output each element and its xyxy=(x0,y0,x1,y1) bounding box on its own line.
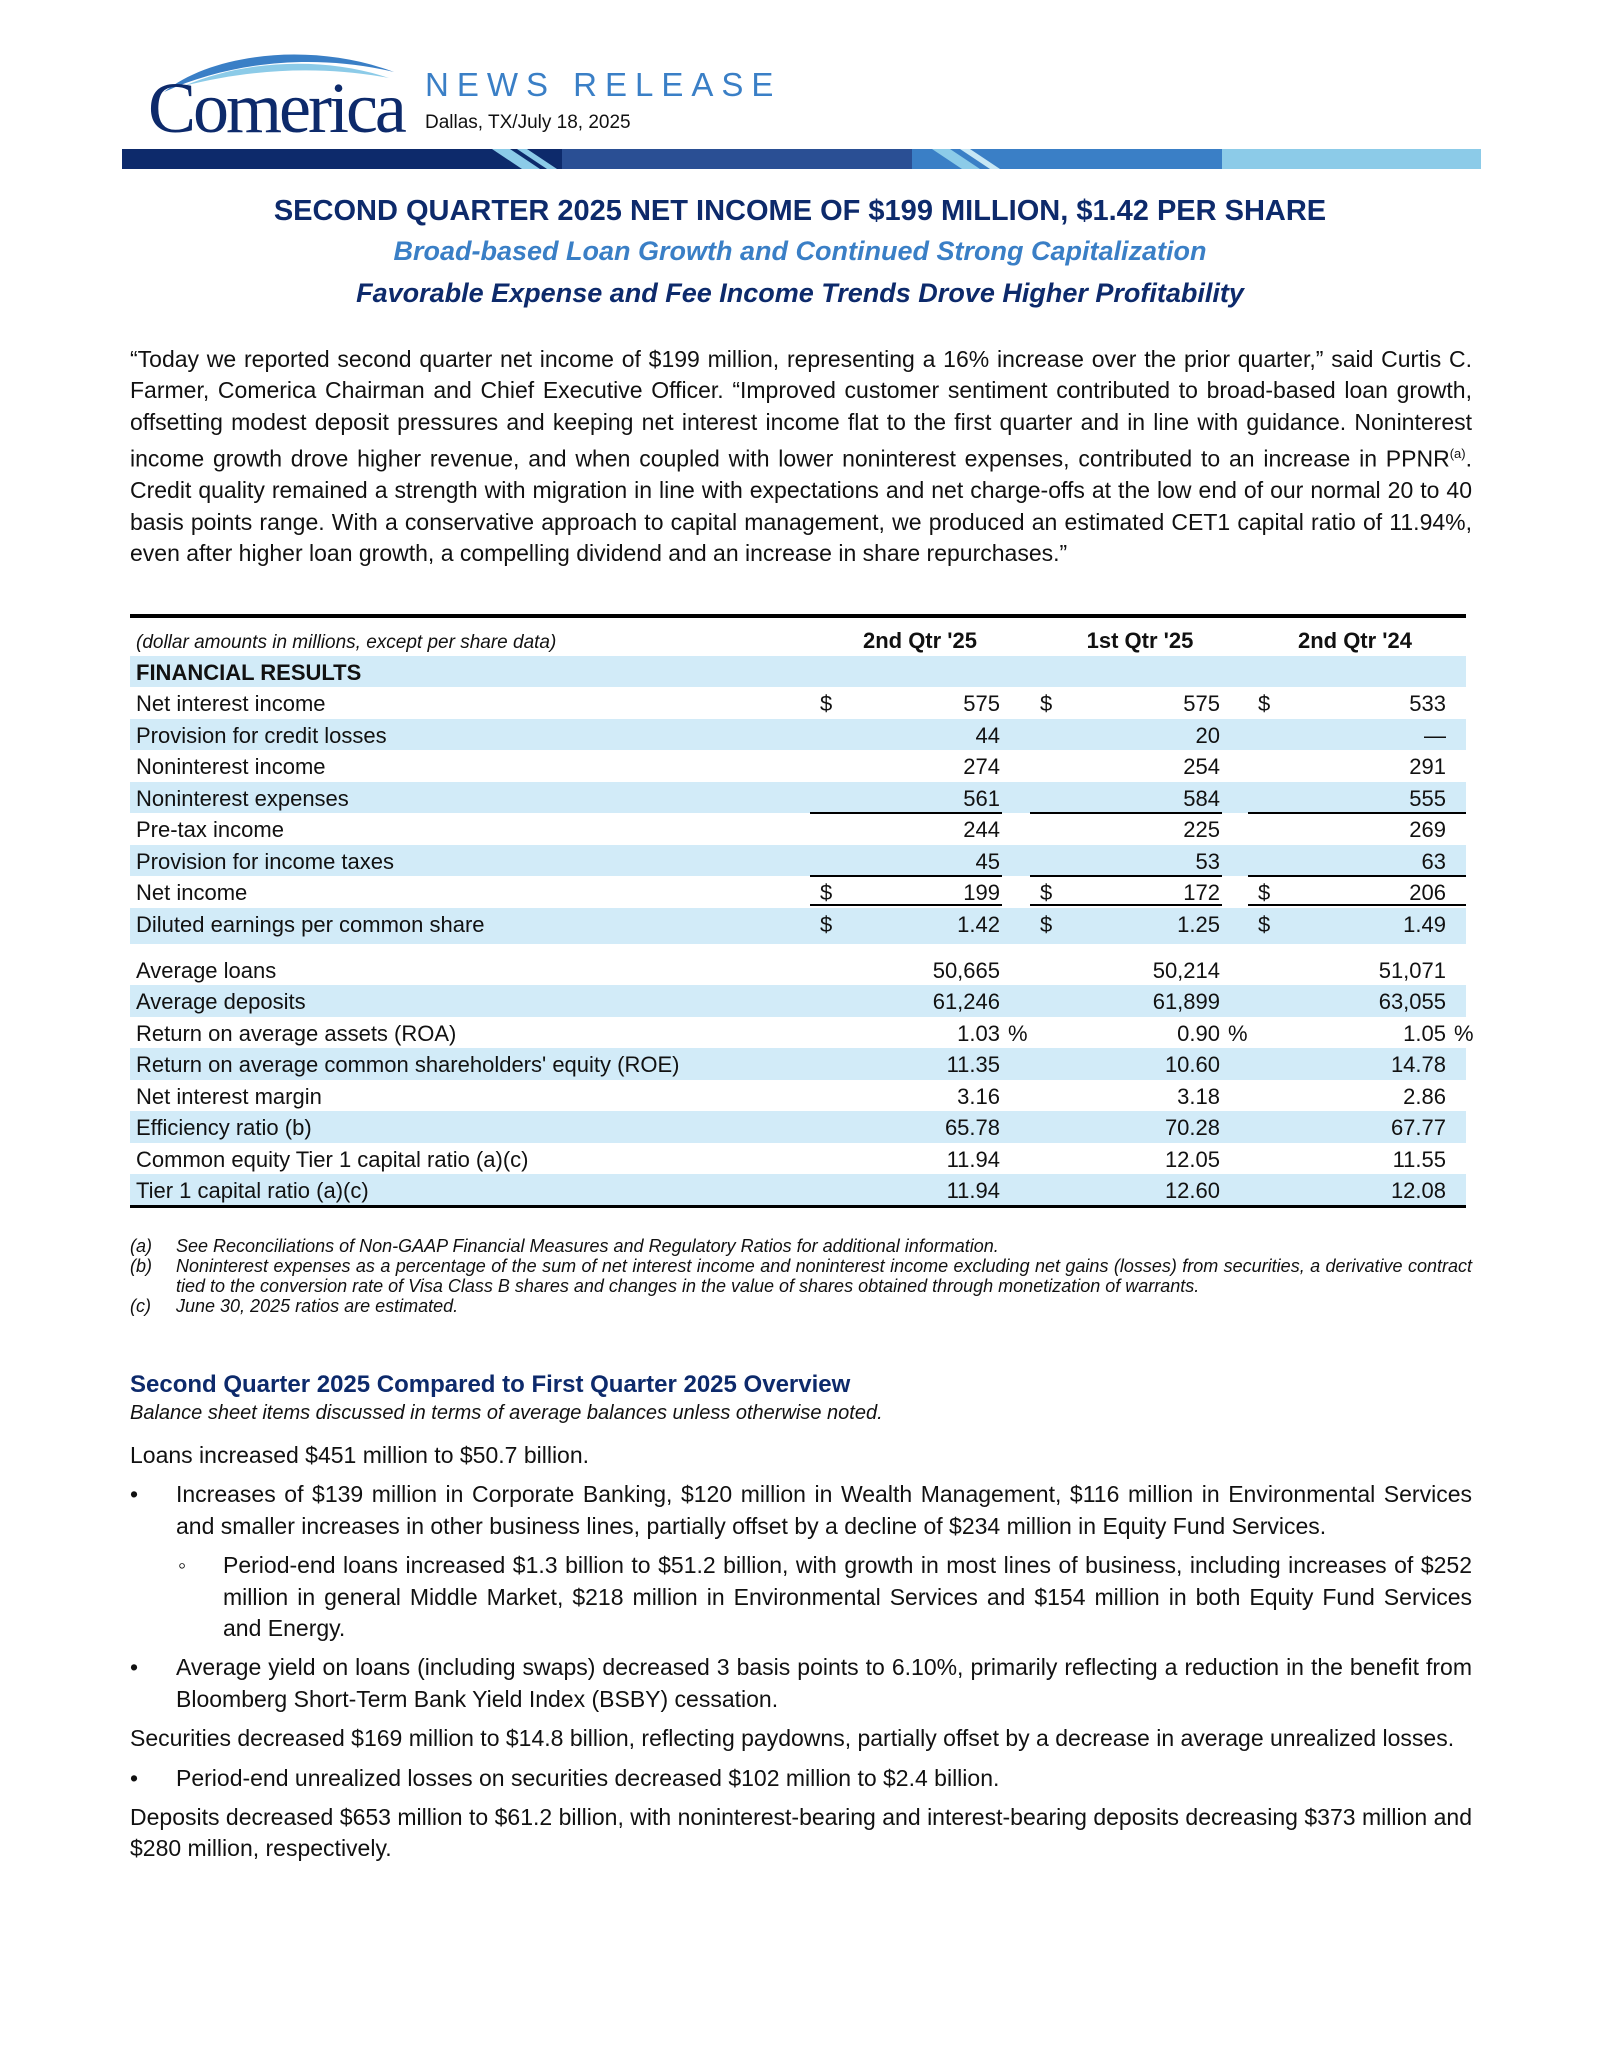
overview-title: Second Quarter 2025 Compared to First Quarter 2025 Overview xyxy=(130,1371,851,1398)
cell-value: 561 xyxy=(963,785,1000,811)
cell-value: 1.05 xyxy=(1403,1020,1446,1046)
column-header: 2nd Qtr '24 xyxy=(1297,628,1413,653)
headline xyxy=(0,192,1600,314)
list-item xyxy=(130,1652,1472,1715)
dateline: Dallas, TX/July 18, 2025 xyxy=(425,112,631,133)
bullet-text: Period-end unrealized losses on securities decreased $102 million to $2.4 billion. xyxy=(176,1764,1000,1791)
currency-symbol: $ xyxy=(1040,880,1053,905)
currency-symbol: $ xyxy=(1258,691,1271,716)
row-shading xyxy=(130,985,1466,1017)
logo-wordmark: Comerica xyxy=(148,68,404,148)
quarter-overview xyxy=(130,1370,1472,1865)
footnote xyxy=(130,1236,1472,1256)
footnote-key: (a) xyxy=(130,1236,152,1256)
headline-subtitle-2: Favorable Expense and Fee Income Trends Drove Higher Profitability xyxy=(356,278,1244,308)
percent-symbol: % xyxy=(1454,1020,1474,1046)
cell-value: 3.18 xyxy=(1177,1083,1220,1109)
table-bottom-rule xyxy=(130,1205,1466,1208)
cell-value: 0.90 xyxy=(1177,1020,1220,1046)
list-item xyxy=(130,1479,1472,1542)
cell-value: 575 xyxy=(1183,691,1220,716)
cell-value: 11.35 xyxy=(946,1052,1000,1077)
cell-value: 172 xyxy=(1183,880,1220,905)
securities-paragraph: Securities decreased $169 million to $14.8 billion, reflecting paydowns, partially offset by a decrease in average unrealized losses. xyxy=(130,1725,1455,1752)
currency-symbol: $ xyxy=(1258,880,1271,905)
row-label: Efficiency ratio (b) xyxy=(136,1115,312,1140)
cell-value: 61,246 xyxy=(932,989,1000,1014)
cell-value: 1.25 xyxy=(1177,911,1220,937)
header xyxy=(0,0,1600,175)
table-row xyxy=(130,908,1466,944)
cell-value: 274 xyxy=(963,754,1000,779)
percent-symbol: % xyxy=(1008,1020,1028,1046)
comerica-logo xyxy=(144,46,419,148)
cell-value: 45 xyxy=(975,848,1000,874)
deposits-paragraph: Deposits decreased $653 million to $61.2 billion, with noninterest-bearing and interest-bearing deposits decreasing $373 million and $280 million, respectively. xyxy=(130,1804,1472,1862)
cell-value: 50,214 xyxy=(1152,957,1220,983)
cell-value: 1.49 xyxy=(1403,911,1446,937)
cell-value: 53 xyxy=(1195,848,1220,874)
cell-value: 12.08 xyxy=(1390,1178,1446,1203)
table-header-row xyxy=(130,614,1466,656)
row-label: Noninterest expenses xyxy=(136,785,349,811)
news-release-label: NEWS RELEASE xyxy=(425,66,782,103)
cell-value: 199 xyxy=(963,880,1000,905)
bullet-text: Average yield on loans (including swaps) decreased 3 basis points to 6.10%, primarily reflecting a reduction in the benefit from Bloomberg Short-Term Bank Yield Index (BSBY) cessation. xyxy=(176,1654,1472,1712)
table-row xyxy=(130,1017,1474,1049)
table-row xyxy=(130,719,1466,751)
table-row xyxy=(130,1080,1466,1112)
currency-symbol: $ xyxy=(820,691,833,716)
footnote-text: See Reconciliations of Non-GAAP Financial Measures and Regulatory Ratios for additional information. xyxy=(176,1236,999,1256)
table-row xyxy=(130,985,1466,1017)
row-label: Provision for credit losses xyxy=(136,722,387,748)
cell-value: 51,071 xyxy=(1378,957,1446,983)
cell-value: 65.78 xyxy=(944,1115,1000,1140)
table-row xyxy=(130,1048,1466,1080)
row-label: Pre-tax income xyxy=(136,817,284,842)
cell-value: 12.05 xyxy=(1164,1146,1220,1172)
currency-symbol: $ xyxy=(1040,691,1053,716)
table-row xyxy=(130,782,1466,814)
table-section-heading: FINANCIAL RESULTS xyxy=(130,656,1466,687)
cell-value: 291 xyxy=(1409,754,1446,779)
table-row xyxy=(130,813,1466,845)
quote-part-1: “Today we reported second quarter net income of $199 million, representing a 16% increase over the prior quarter,” said Curtis C. Farmer, Comerica Chairman and Chief Executive Officer. “Improved customer sentiment contributed to broad-based loan growth, offsetting modest deposit pressures and keeping net interest income flat to the first quarter and in line with guidance. Noninterest income growth drove higher revenue, and when coupled with lower noninterest expenses, contributed to an increase in PPNR xyxy=(130,346,1472,472)
headline-subtitle-1: Broad-based Loan Growth and Continued Strong Capitalization xyxy=(393,236,1207,266)
table-row xyxy=(130,954,1466,986)
cell-value: 44 xyxy=(975,722,1000,748)
currency-symbol: $ xyxy=(820,911,833,937)
cell-value: 14.78 xyxy=(1390,1052,1446,1077)
quote-part-2: . Credit quality remained a strength with migration in line with expectations and net charge-offs at the low end of our normal 20 to 40 basis points range. With a conservative approach to capital management, we produced an estimated CET1 capital ratio of 11.94%, even after higher loan growth, a compelling dividend and an increase in share repurchases.” xyxy=(130,445,1472,567)
table-footnotes xyxy=(130,1236,1472,1316)
table-spacer xyxy=(130,944,1466,954)
sub-bullet-glyph: ◦ xyxy=(178,1552,187,1579)
cell-value: 63,055 xyxy=(1378,989,1446,1014)
bullet-glyph: • xyxy=(130,1481,139,1508)
row-label: Diluted earnings per common share xyxy=(136,911,485,937)
cell-value: 555 xyxy=(1409,785,1446,811)
footnote-ref-a: (a) xyxy=(1449,446,1466,462)
currency-symbol: $ xyxy=(1258,911,1271,937)
cell-value: 63 xyxy=(1421,848,1446,874)
row-label: Average loans xyxy=(136,957,277,983)
row-label: Common equity Tier 1 capital ratio (a)(c) xyxy=(136,1146,529,1172)
cell-value: 61,899 xyxy=(1152,989,1220,1014)
cell-value: 67.77 xyxy=(1390,1115,1446,1140)
headline-title: SECOND QUARTER 2025 NET INCOME OF $199 MILLION, $1.42 PER SHARE xyxy=(273,195,1327,227)
column-header: 1st Qtr '25 xyxy=(1086,628,1194,653)
cell-value: 254 xyxy=(1183,754,1220,779)
cell-value: 11.55 xyxy=(1392,1146,1446,1172)
cell-value: 50,665 xyxy=(932,957,1000,983)
cell-value: 11.94 xyxy=(946,1146,1000,1172)
cell-value: 575 xyxy=(963,691,1000,716)
cell-value: 20 xyxy=(1195,722,1220,748)
table-row xyxy=(130,687,1466,719)
bullet-text: Increases of $139 million in Corporate Banking, $120 million in Wealth Management, $116 million in Environmental Services and smaller increases in other business lines, partially offset by a decline of $234 million in Equity Fund Services. xyxy=(176,1481,1472,1539)
footnote xyxy=(130,1296,1472,1316)
bullet-glyph: • xyxy=(130,1764,139,1791)
cell-value: 2.86 xyxy=(1403,1083,1446,1109)
ceo-quote xyxy=(130,344,1472,570)
cell-value: 11.94 xyxy=(946,1178,1000,1203)
cell-value: 3.16 xyxy=(957,1083,1000,1109)
table-units-note: (dollar amounts in millions, except per share data) xyxy=(136,632,557,653)
row-label: Provision for income taxes xyxy=(136,848,394,874)
footnote-key: (b) xyxy=(130,1256,152,1276)
cell-value: — xyxy=(1424,722,1446,748)
table-row xyxy=(130,1174,1466,1206)
bullet-text: Period-end loans increased $1.3 billion to $51.2 billion, with growth in most lines of business, including increases of $252 million in general Middle Market, $218 million in Environmental Services and $154 million in both Equity Fund Services and Energy. xyxy=(223,1552,1472,1642)
footnote-text: Noninterest expenses as a percentage of the sum of net interest income and noninterest income excluding net gains (losses) from securities, a derivative contract tied to the conversion rate of Visa Class B shares and changes in the value of shares obtained through monetization of warrants. xyxy=(176,1256,1472,1296)
footnote xyxy=(130,1256,1472,1296)
financial-results-table xyxy=(130,614,1474,1206)
row-label: Net interest margin xyxy=(136,1083,322,1109)
bullet-glyph: • xyxy=(130,1654,139,1681)
cell-value: 1.42 xyxy=(957,911,1000,937)
row-shading xyxy=(130,1111,1466,1143)
currency-symbol: $ xyxy=(820,880,833,905)
cell-value: 70.28 xyxy=(1164,1115,1220,1140)
row-label: Return on average common shareholders' equity (ROE) xyxy=(136,1052,680,1077)
table-body xyxy=(130,687,1474,1206)
column-header: 2nd Qtr '25 xyxy=(862,628,978,653)
table-row xyxy=(130,1111,1466,1143)
list-item xyxy=(130,1550,1472,1644)
row-label: Average deposits xyxy=(136,989,306,1014)
percent-symbol: % xyxy=(1228,1020,1248,1046)
row-label: Tier 1 capital ratio (a)(c) xyxy=(136,1178,369,1203)
table-row xyxy=(130,1143,1466,1175)
currency-symbol: $ xyxy=(1040,911,1053,937)
cell-value: 12.60 xyxy=(1164,1178,1220,1203)
table-row xyxy=(130,876,1466,908)
cell-value: 269 xyxy=(1409,817,1446,842)
cell-value: 533 xyxy=(1409,691,1446,716)
footnote-key: (c) xyxy=(130,1296,151,1316)
row-label: Net income xyxy=(136,880,248,905)
row-label: Net interest income xyxy=(136,691,326,716)
cell-value: 244 xyxy=(963,817,1000,842)
cell-value: 584 xyxy=(1183,785,1220,811)
cell-value: 206 xyxy=(1409,880,1446,905)
table-row xyxy=(130,750,1466,782)
row-label: Noninterest income xyxy=(136,754,326,779)
cell-value: 10.60 xyxy=(1164,1052,1220,1077)
row-label: Return on average assets (ROA) xyxy=(136,1020,457,1046)
overview-subtitle: Balance sheet items discussed in terms of average balances unless otherwise noted. xyxy=(130,1402,883,1424)
cell-value: 1.03 xyxy=(957,1020,1000,1046)
footnote-text: June 30, 2025 ratios are estimated. xyxy=(176,1296,459,1316)
header-banner xyxy=(122,149,1481,169)
loans-paragraph: Loans increased $451 million to $50.7 billion. xyxy=(130,1442,590,1468)
list-item xyxy=(130,1763,1472,1794)
cell-value: 225 xyxy=(1183,817,1220,842)
table-row xyxy=(130,845,1466,877)
